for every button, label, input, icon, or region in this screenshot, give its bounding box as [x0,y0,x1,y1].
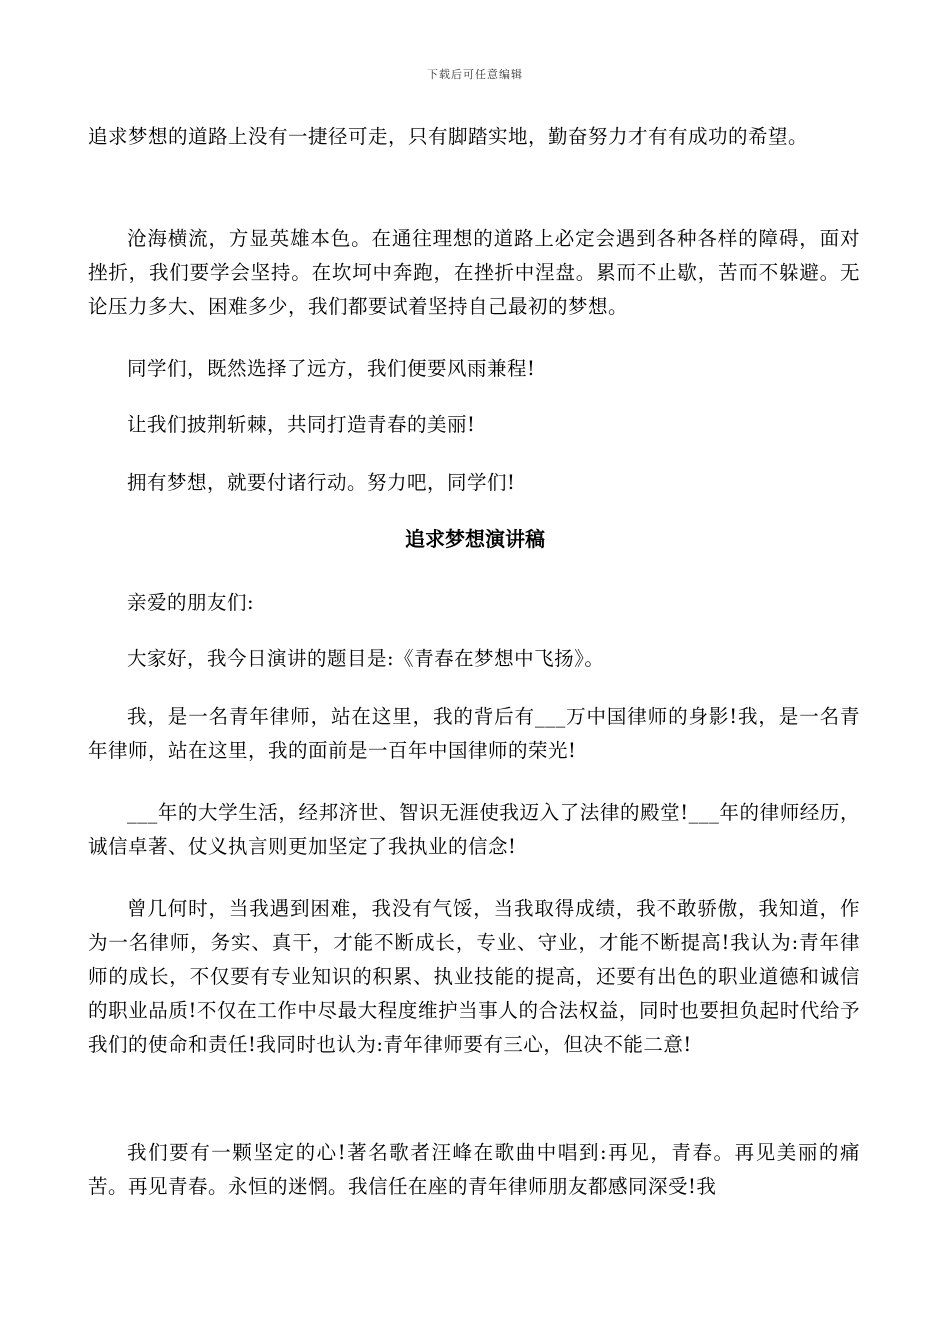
paragraph-3: 同学们，既然选择了远方，我们便要风雨兼程! [127,357,536,380]
paragraph-5: 拥有梦想，就要付诸行动。努力吧，同学们! [127,471,516,494]
paragraph-2: 沧海横流，方显英雄本色。在通往理想的道路上必定会遇到各种各样的障碍，面对挫折，我们要学会坚持。在坎坷中奔跑，在挫折中涅盘。累而不止歇，苦而不躲避。无论压力多大、困难多少，我们都要试着坚持自己最初的梦想。 [88,227,860,318]
section-paragraph-4: ___年的大学生活，经邦济世、智识无涯使我迈入了法律的殿堂!___年的律师经历，诚信卓著、仗义执言则更加坚定了我执业的信念! [88,801,860,858]
section-paragraph-6: 我们要有一颗坚定的心!著名歌者汪峰在歌曲中唱到:再见，青春。再见美丽的痛苦。再见青春。永恒的迷惘。我信任在座的青年律师朋友都感同深受!我 [88,1141,860,1198]
header-note: 下载后可任意编辑 [427,68,523,81]
paragraph-1: 追求梦想的道路上没有一捷径可走，只有脚踏实地，勤奋努力才有有成功的希望。 [88,125,809,148]
section-paragraph-5: 曾几何时，当我遇到困难，我没有气馁，当我取得成绩，我不敢骄傲，我知道，作为一名律师，务实、真干，才能不断成长，专业、守业，才能不断提高!我认为:青年律师的成长，不仅要有专业知识的积累、执业技能的提高，还要有出色的职业道德和诚信的职业品质!不仅在工作中尽最大程度维护当事人的合法权益，同时也要担负起时代给予我们的使命和责任!我同时也认为:青年律师要有三心，但决不能二意! [88,897,860,1056]
section-paragraph-3: 我，是一名青年律师，站在这里，我的背后有___万中国律师的身影!我，是一名青年律师，站在这里，我的面前是一百年中国律师的荣光! [88,705,860,762]
paragraph-4: 让我们披荆斩棘，共同打造青春的美丽! [127,413,476,436]
section-title: 追求梦想演讲稿 [405,527,545,551]
section-paragraph-2: 大家好，我今日演讲的题目是:《青春在梦想中飞扬》。 [127,647,605,670]
section-paragraph-1: 亲爱的朋友们: [127,591,255,614]
